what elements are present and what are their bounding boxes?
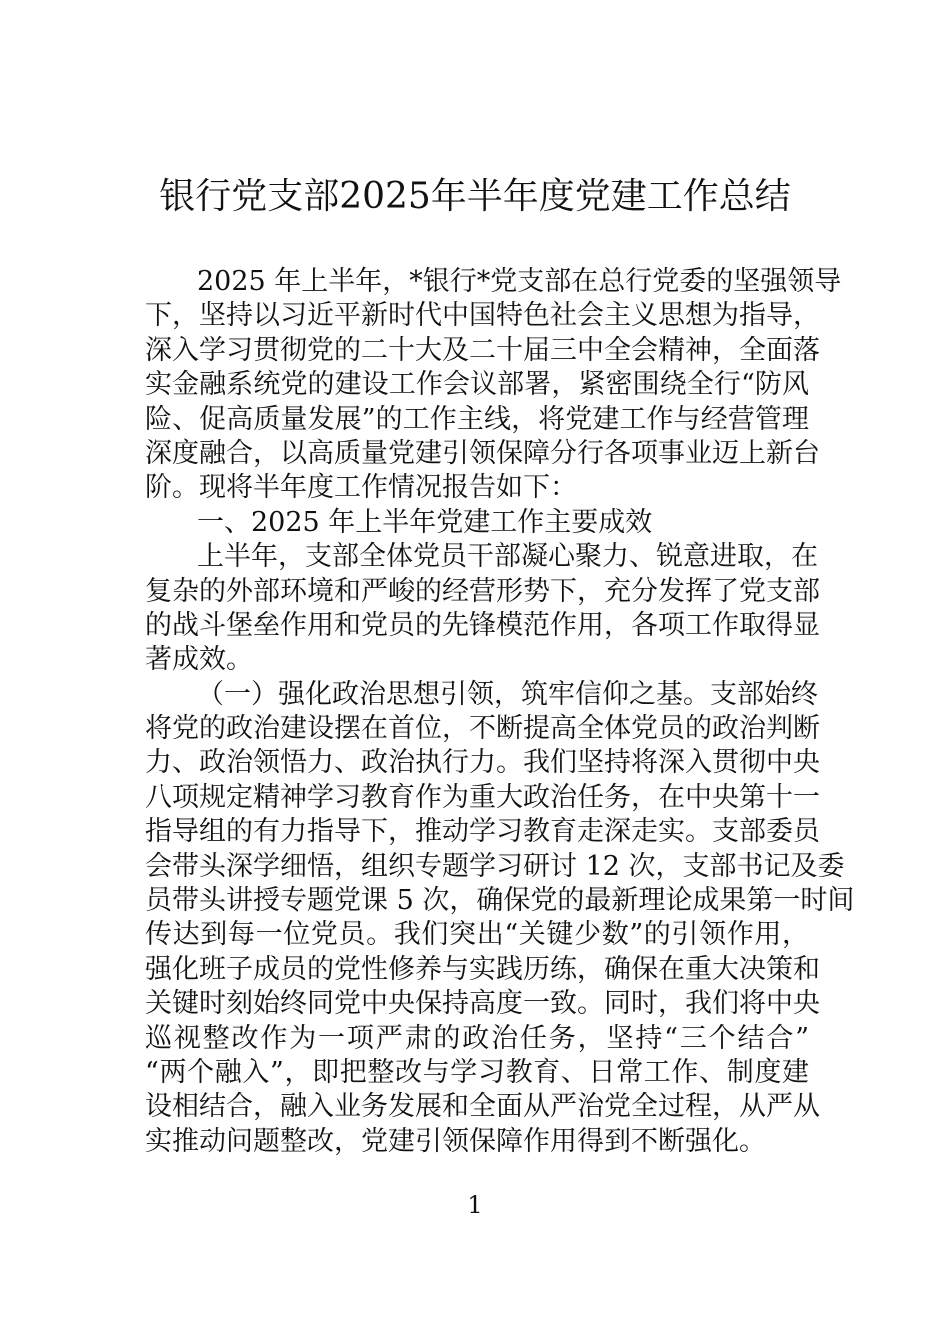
paragraph-line: 实推动问题整改，党建引领保障作用得到不断强化。: [145, 1125, 766, 1157]
paragraph-line: 的战斗堡垒作用和党员的先锋模范作用，各项工作取得显: [145, 609, 820, 641]
paragraph-line: 传达到每一位党员。我们突出“关键少数”的引领作用，: [145, 919, 809, 951]
document-body: [145, 265, 855, 1159]
document-title: 银行党支部2025年半年度党建工作总结: [159, 176, 791, 217]
paragraph-line: 关键时刻始终同党中央保持高度一致。同时，我们将中央: [145, 988, 820, 1020]
paragraph-line: 险、促高质量发展”的工作主线，将党建工作与经营管理: [145, 403, 809, 435]
paragraph-line: 强化班子成员的党性修养与实践历练，确保在重大决策和: [145, 953, 820, 985]
paragraph-line: 深度融合，以高质量党建引领保障分行各项事业迈上新台: [145, 437, 820, 469]
paragraph-line: 力、政治领悟力、政治执行力。我们坚持将深入贯彻中央: [145, 747, 820, 779]
paragraph-line: 复杂的外部环境和严峻的经营形势下，充分发挥了党支部: [145, 575, 820, 607]
section-heading: 一、2025 年上半年党建工作主要成效: [197, 506, 653, 538]
paragraph-line: “两个融入”，即把整改与学习教育、日常工作、制度建: [145, 1056, 809, 1088]
paragraph-line: 深入学习贯彻党的二十大及二十届三中全会精神，全面落: [145, 334, 820, 366]
paragraph-line: 会带头深学细悟，组织专题学习研讨 12 次，支部书记及委: [145, 850, 845, 882]
paragraph-line: 阶。现将半年度工作情况报告如下：: [145, 472, 577, 504]
paragraph-line: 著成效。: [145, 644, 253, 676]
paragraph-line: 八项规定精神学习教育作为重大政治任务，在中央第十一: [145, 781, 820, 813]
paragraph-line: 将党的政治建设摆在首位，不断提高全体党员的政治判断: [145, 713, 820, 745]
paragraph-line: （一）强化政治思想引领，筑牢信仰之基。支部始终: [197, 678, 818, 710]
paragraph-line: 上半年，支部全体党员干部凝心聚力、锐意进取，在: [197, 541, 818, 573]
paragraph-line: 巡视整改作为一项严肃的政治任务，坚持“三个结合”: [145, 1022, 809, 1054]
paragraph-line: 指导组的有力指导下，推动学习教育走深走实。支部委员: [145, 816, 820, 848]
paragraph-line: 实金融系统党的建设工作会议部署，紧密围绕全行“防风: [145, 369, 809, 401]
paragraph-line: 2025 年上半年，*银行*党支部在总行党委的坚强领导: [197, 266, 842, 297]
paragraph-line: 下，坚持以习近平新时代中国特色社会主义思想为指导，: [145, 300, 820, 332]
paragraph-line: 设相结合，融入业务发展和全面从严治党全过程，从严从: [145, 1091, 820, 1123]
page-number: 1: [467, 1191, 483, 1219]
paragraph-line: 员带头讲授专题党课 5 次，确保党的最新理论成果第一时间: [145, 885, 855, 917]
